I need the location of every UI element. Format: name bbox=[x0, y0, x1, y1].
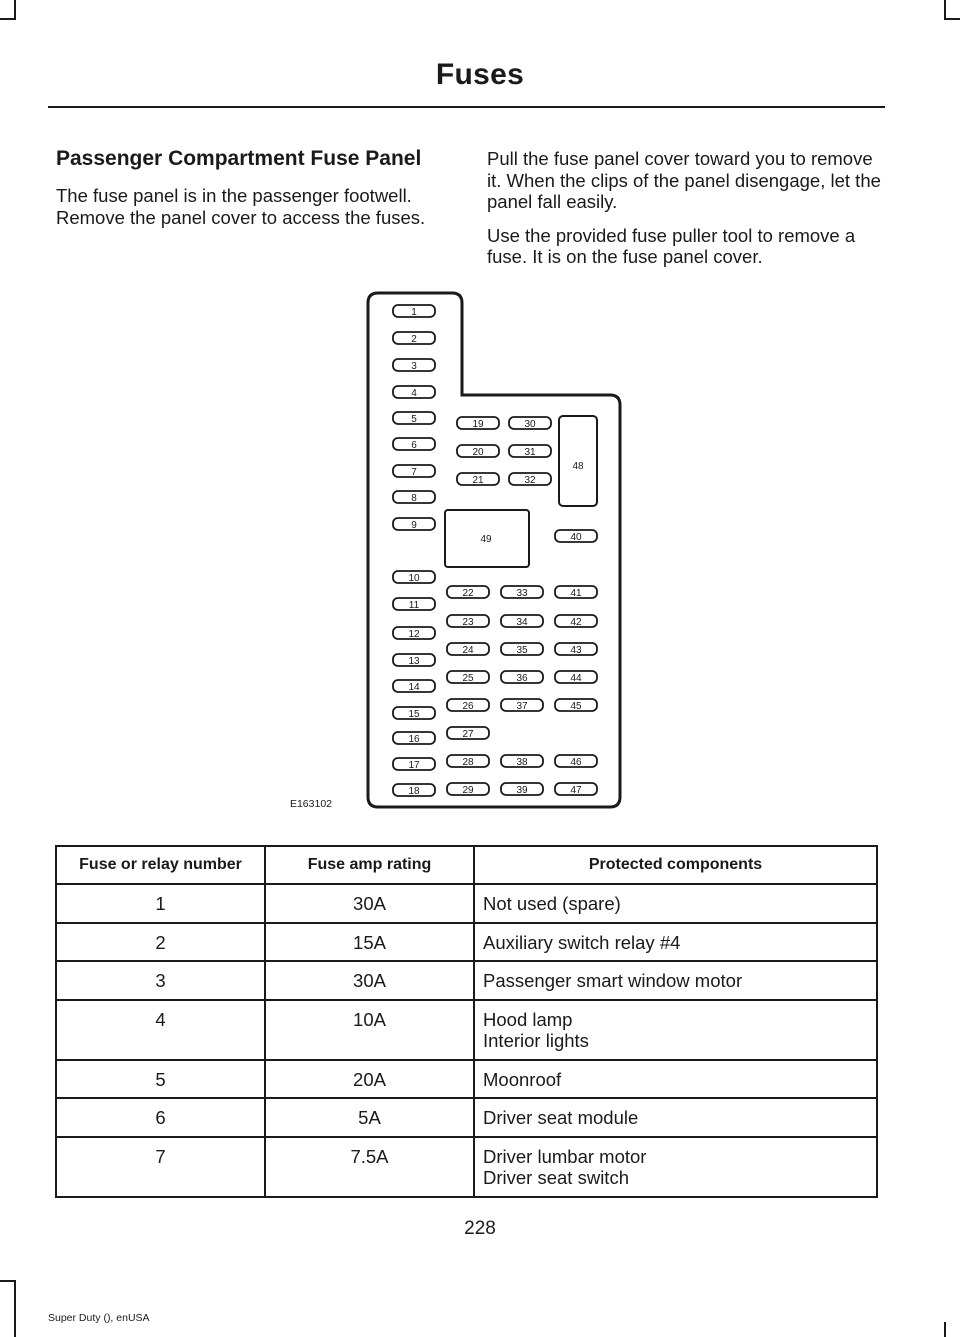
fuse-6 bbox=[393, 438, 435, 451]
fuse-20 bbox=[457, 445, 499, 458]
fuse-1 bbox=[393, 305, 435, 318]
fuse-label: 42 bbox=[570, 616, 582, 628]
fuse-label: 26 bbox=[462, 700, 474, 712]
table-row bbox=[56, 1098, 877, 1137]
fuse-label: 35 bbox=[516, 644, 528, 656]
page-number: 228 bbox=[464, 1218, 496, 1239]
fuse-23 bbox=[447, 615, 489, 628]
fuse-label: 30 bbox=[524, 418, 536, 430]
crop-mark-top-left bbox=[14, 0, 16, 20]
crop-mark-top-right bbox=[944, 0, 946, 20]
component-line: Driver seat switch bbox=[483, 1167, 629, 1188]
fuse-label: 18 bbox=[408, 785, 420, 797]
component-line: Auxiliary switch relay #4 bbox=[483, 931, 681, 953]
crop-mark-bottom-right bbox=[944, 1322, 946, 1337]
table-header-row bbox=[56, 846, 877, 884]
protected-components-cell bbox=[474, 961, 877, 1000]
fuse-label: 39 bbox=[516, 784, 528, 796]
fuse-41 bbox=[555, 586, 597, 599]
fuse-label: 4 bbox=[411, 387, 417, 399]
fuse-32 bbox=[509, 473, 551, 486]
fuse-39 bbox=[501, 783, 543, 796]
fuse-10 bbox=[393, 571, 435, 584]
fuse-label: 47 bbox=[570, 784, 582, 796]
protected-components-cell bbox=[474, 1060, 877, 1099]
relay-label: 48 bbox=[572, 461, 584, 472]
fuse-label: 31 bbox=[524, 446, 536, 458]
fuse-40 bbox=[555, 530, 597, 543]
crop-mark-bottom-left bbox=[14, 1280, 16, 1337]
fuse-label: 21 bbox=[472, 474, 484, 486]
fuse-label: 1 bbox=[411, 306, 417, 318]
table-row bbox=[56, 1137, 877, 1197]
fuse-label: 28 bbox=[462, 756, 474, 768]
fuse-9 bbox=[393, 518, 435, 531]
fuse-28 bbox=[447, 755, 489, 768]
amp-rating-cell: 5A bbox=[265, 1098, 474, 1137]
fuse-31 bbox=[509, 445, 551, 458]
fuse-label: 45 bbox=[570, 700, 582, 712]
fuse-label: 2 bbox=[411, 333, 417, 345]
image-code: E163102 bbox=[289, 798, 332, 810]
fuse-label: 20 bbox=[472, 446, 484, 458]
table-row bbox=[56, 884, 877, 923]
fuse-label: 27 bbox=[462, 728, 474, 740]
fuse-label: 7 bbox=[411, 466, 417, 478]
fuse-29 bbox=[447, 783, 489, 796]
fuse-13 bbox=[393, 654, 435, 667]
fuse-2 bbox=[393, 332, 435, 345]
fuse-4 bbox=[393, 386, 435, 399]
fuse-label: 36 bbox=[516, 672, 528, 684]
fuse-number-cell: 3 bbox=[56, 961, 265, 1000]
fuse-label: 44 bbox=[570, 672, 582, 684]
fuse-label: 14 bbox=[408, 681, 420, 693]
relay-label: 49 bbox=[480, 534, 492, 545]
fuse-label: 5 bbox=[411, 413, 417, 425]
fuse-21 bbox=[457, 473, 499, 486]
fuse-label: 25 bbox=[462, 672, 474, 684]
fuse-label: 10 bbox=[408, 572, 420, 584]
fuse-label: 43 bbox=[570, 644, 582, 656]
fuse-label: 34 bbox=[516, 616, 528, 628]
fuse-label: 38 bbox=[516, 756, 528, 768]
left-column bbox=[56, 148, 446, 240]
fuse-15 bbox=[393, 707, 435, 720]
fuse-label: 13 bbox=[408, 655, 420, 667]
fuse-label: 41 bbox=[570, 587, 582, 599]
column-header-amp: Fuse amp rating bbox=[265, 846, 474, 884]
protected-components-cell bbox=[474, 1137, 877, 1197]
table-row bbox=[56, 1060, 877, 1099]
amp-rating-cell: 10A bbox=[265, 1000, 474, 1060]
fuse-label: 12 bbox=[408, 628, 420, 640]
intro-paragraph: The fuse panel is in the passenger footwell. Remove the panel cover to access the fuses. bbox=[56, 185, 426, 228]
fuse-label: 46 bbox=[570, 756, 582, 768]
relay-48 bbox=[559, 416, 597, 506]
fuse-46 bbox=[555, 755, 597, 768]
fuse-label: 11 bbox=[408, 599, 420, 611]
fuse-label: 29 bbox=[462, 784, 474, 796]
amp-rating-cell: 30A bbox=[265, 884, 474, 923]
fuse-45 bbox=[555, 699, 597, 712]
table-row bbox=[56, 923, 877, 962]
fuse-44 bbox=[555, 671, 597, 684]
fuse-number-cell: 6 bbox=[56, 1098, 265, 1137]
cover-removal-paragraph: Pull the fuse panel cover toward you to remove it. When the clips of the panel disengage, let the panel fall easily. bbox=[487, 148, 881, 212]
fuse-number-cell: 2 bbox=[56, 923, 265, 962]
fuse-label: 17 bbox=[408, 759, 420, 771]
component-line: Moonroof bbox=[483, 1068, 562, 1090]
section-heading: Passenger Compartment Fuse Panel bbox=[56, 147, 422, 170]
fuse-11 bbox=[393, 598, 435, 611]
component-line: Driver lumbar motor bbox=[483, 1145, 647, 1167]
crop-mark-top-left-h bbox=[0, 18, 16, 20]
fuse-43 bbox=[555, 643, 597, 656]
fuse-3 bbox=[393, 359, 435, 372]
fuse-table bbox=[55, 845, 878, 1198]
amp-rating-cell: 15A bbox=[265, 923, 474, 962]
fuse-number-cell: 4 bbox=[56, 1000, 265, 1060]
amp-rating-cell: 7.5A bbox=[265, 1137, 474, 1197]
fuse-label: 22 bbox=[462, 587, 474, 599]
page-title: Fuses bbox=[435, 58, 525, 91]
fuse-label: 6 bbox=[411, 439, 417, 451]
component-line: Passenger smart window motor bbox=[483, 970, 743, 991]
table-row bbox=[56, 961, 877, 1000]
component-line: Driver seat module bbox=[483, 1107, 639, 1128]
crop-mark-top-right-h bbox=[944, 18, 960, 20]
fuse-16 bbox=[393, 732, 435, 745]
fuse-38 bbox=[501, 755, 543, 768]
crop-mark-bottom-left-h bbox=[0, 1280, 16, 1282]
protected-components-cell bbox=[474, 1000, 877, 1060]
column-header-number: Fuse or relay number bbox=[56, 846, 265, 884]
fuse-18 bbox=[393, 784, 435, 797]
component-line: Interior lights bbox=[483, 1030, 589, 1051]
component-line: Hood lamp bbox=[483, 1008, 573, 1030]
fuse-label: 33 bbox=[516, 587, 528, 599]
fuse-47 bbox=[555, 783, 597, 796]
fuse-label: 16 bbox=[408, 733, 420, 745]
fuse-number-cell: 7 bbox=[56, 1137, 265, 1197]
protected-components-cell bbox=[474, 884, 877, 923]
fuse-26 bbox=[447, 699, 489, 712]
fuse-number-cell: 1 bbox=[56, 884, 265, 923]
fuse-25 bbox=[447, 671, 489, 684]
fuse-puller-paragraph: Use the provided fuse puller tool to remove a fuse. It is on the fuse panel cover. bbox=[487, 224, 856, 267]
fuse-22 bbox=[447, 586, 489, 599]
amp-rating-cell: 30A bbox=[265, 961, 474, 1000]
fuse-number-cell: 5 bbox=[56, 1060, 265, 1099]
fuse-label: 19 bbox=[472, 418, 484, 430]
fuse-5 bbox=[393, 412, 435, 425]
fuse-37 bbox=[501, 699, 543, 712]
fuse-42 bbox=[555, 615, 597, 628]
fuse-label: 3 bbox=[411, 360, 417, 372]
fuse-36 bbox=[501, 671, 543, 684]
fuse-14 bbox=[393, 680, 435, 693]
fuse-12 bbox=[393, 627, 435, 640]
header-divider bbox=[48, 106, 885, 108]
fuse-7 bbox=[393, 465, 435, 478]
fuse-19 bbox=[457, 417, 499, 430]
fuse-label: 24 bbox=[462, 644, 474, 656]
fuse-17 bbox=[393, 758, 435, 771]
fuse-34 bbox=[501, 615, 543, 628]
fuse-33 bbox=[501, 586, 543, 599]
component-line: Not used (spare) bbox=[483, 893, 621, 914]
fuse-35 bbox=[501, 643, 543, 656]
protected-components-cell bbox=[474, 923, 877, 962]
table-row bbox=[56, 1000, 877, 1060]
right-column bbox=[487, 148, 887, 280]
column-header-components: Protected components bbox=[474, 846, 877, 884]
protected-components-cell bbox=[474, 1098, 877, 1137]
fuse-label: 9 bbox=[411, 519, 417, 531]
fuse-24 bbox=[447, 643, 489, 656]
fuse-label: 32 bbox=[524, 474, 536, 486]
fuse-panel-diagram bbox=[280, 285, 630, 815]
fuse-27 bbox=[447, 727, 489, 740]
fuse-30 bbox=[509, 417, 551, 430]
fuse-label: 40 bbox=[570, 531, 582, 543]
fuse-label: 23 bbox=[462, 616, 474, 628]
fuse-8 bbox=[393, 491, 435, 504]
fuse-label: 8 bbox=[411, 492, 417, 504]
fuse-label: 15 bbox=[408, 708, 420, 720]
amp-rating-cell: 20A bbox=[265, 1060, 474, 1099]
footer-text: Super Duty (), enUSA bbox=[48, 1312, 150, 1324]
relay-49 bbox=[445, 510, 529, 567]
fuse-label: 37 bbox=[516, 700, 528, 712]
